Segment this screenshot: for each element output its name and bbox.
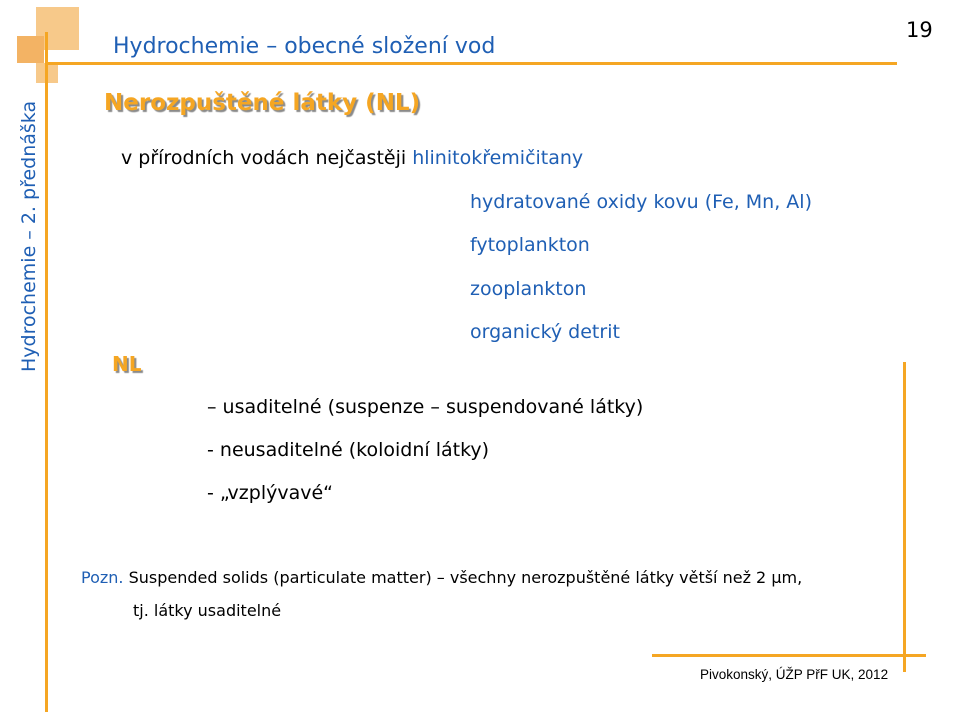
- right-vertical-rule: [903, 362, 906, 672]
- note-line: [81, 568, 802, 587]
- note-label: Pozn.: [81, 568, 124, 587]
- header-rule: [47, 62, 897, 65]
- component-item: organický detrit: [470, 321, 620, 343]
- nl-label: NL: [112, 352, 142, 376]
- footer-rule: [652, 654, 926, 657]
- section-title: Nerozpuštěné látky (NL): [104, 90, 421, 116]
- intro-highlight: hlinitokřemičitany: [412, 147, 584, 169]
- category-item: - „vzplývavé“: [207, 482, 334, 504]
- component-item: hydratované oxidy kovu (Fe, Mn, Al): [470, 191, 812, 213]
- page-number: 19: [906, 18, 933, 42]
- category-item: – usaditelné (suspenze – suspendované látky): [207, 396, 644, 418]
- component-item: zooplankton: [470, 278, 587, 300]
- header-title: Hydrochemie – obecné složení vod: [113, 34, 496, 59]
- left-vertical-rule: [45, 32, 48, 712]
- note-text: Suspended solids (particulate matter) – všechny nerozpuštěné látky větší než 2 μm,: [123, 568, 803, 587]
- category-item: - neusaditelné (koloidní látky): [207, 439, 490, 461]
- footer-credit: Pivokonský, ÚŽP PřF UK, 2012: [700, 667, 889, 682]
- intro-line: [121, 147, 583, 169]
- decor-square-small: [17, 36, 44, 63]
- intro-text: v přírodních vodách nejčastěji: [121, 147, 413, 169]
- component-item: fytoplankton: [470, 234, 590, 256]
- note-line-2: tj. látky usaditelné: [133, 601, 282, 620]
- sidebar-vertical-label: Hydrochemie – 2. přednáška: [18, 100, 40, 372]
